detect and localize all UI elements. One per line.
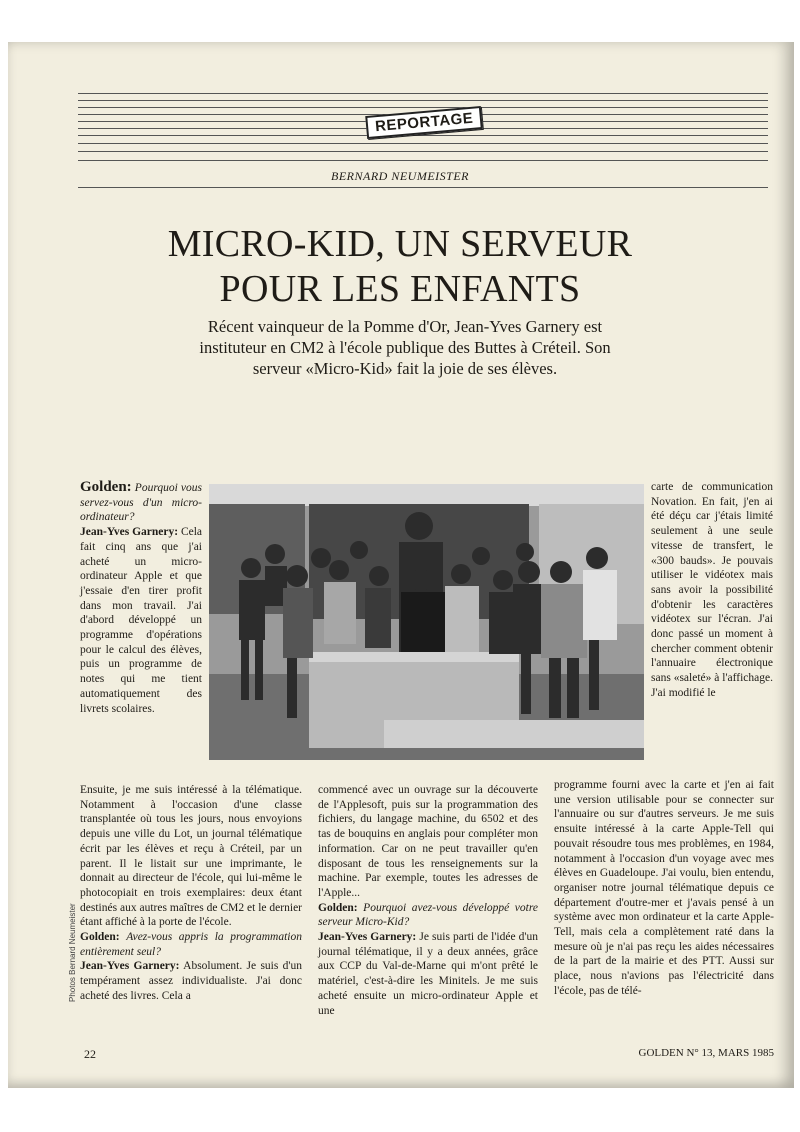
headline-line-2: POUR LES ENFANTS <box>219 268 581 310</box>
header-rule <box>78 135 768 136</box>
question-3: Pourquoi avez-vous développé votre serveur Micro-Kid? <box>318 901 538 929</box>
issue-footer: GOLDEN N° 13, MARS 1985 <box>638 1047 774 1059</box>
header-rule <box>78 160 768 161</box>
paragraph: carte de communication Novation. En fait, j'en ai été déçu car j'étais limité seulement à une seule vitesse de transfert, le «300 bauds». Je pouvais utiliser le vidéotex mais sans avoir la possibilité d'obtenir les caractères vidéotex sur l'écran. J'ai donc passé un moment à chercher comment obtenir l'annuaire électronique sans «saleté» à l'affichage. J'ai modifié le <box>651 481 773 699</box>
headline-line-1: MICRO-KID, UN SERVEUR <box>167 223 633 265</box>
speaker-label: Jean-Yves Garnery: <box>318 931 417 944</box>
header-rule <box>78 107 768 108</box>
paragraph: commencé avec un ouvrage sur la découverte de l'Applesoft, puis sur la programmation des fichiers, du langage machine, du 6502 et des tas de bouquins en anglais pour compléter mon information. Car on ne peut travailler qu'en disposant de tous les renseignements sur la machine. Par exemple, toutes les adresses de l'Apple... <box>318 784 538 899</box>
header-rule <box>78 143 768 144</box>
class-photo-image <box>209 484 644 760</box>
answer-1: Cela fait cinq ans que j'ai acheté un micro-ordinateur Apple et que j'essaie d'en tirer profit dans mon travail. J'ai d'abord développé un programme d'opérations pour le calcul des élèves, puis un programme de notes qui me tient automatiquement des livrets scolaires. <box>80 526 203 715</box>
paragraph: programme fourni avec la carte et j'en ai fait une version utilisable pour se connecter sur l'annuaire ou sur d'autres serveurs. Je me suis ensuite intéressé à la carte Apple-Tell qui pouvait résoudre tous mes problèmes, en 1984, notamment à l'occasion d'un voyage avec mes élèves en Guadeloupe. J'ai voulu, bien entendu, organiser notre journal télématique depuis ce département d'outre-mer et j'avais pensé à un système avec mon ordinateur et la carte Apple-Tell, mais cela a complètement raté dans la mesure où je n'ai pas reçu les aides nécessaires de la part de la mairie et des PTT. Aussi sur place, nous n'avions pas l'électricité dans l'école, pas de télé- <box>554 779 774 997</box>
column-2 <box>318 783 538 1018</box>
standfirst: Récent vainqueur de la Pomme d'Or, Jean-Yves Garnery est instituteur en CM2 à l'école publique des Buttes à Créteil. Son serveur «Micro-Kid» fait la joie de ses élèves. <box>199 317 611 378</box>
class-photo <box>209 484 644 760</box>
question-1: Pourquoi vous servez-vous d'un micro-ordinateur? <box>80 482 202 524</box>
page-number: 22 <box>84 1047 96 1061</box>
question-2: Avez-vous appris la programmation entièrement seul? <box>80 931 303 958</box>
header-rule <box>78 151 768 152</box>
interviewer-label: Golden: <box>80 479 132 495</box>
answer-3: Je suis parti de l'idée d'un journal télématique, il y a deux années, grâce aux CCP du Val-de-Marne qui m'ont prêté le matériel, c'est-à-dire les Minitels. Je me suis acheté ensuite un micro-ordinateur Apple et une <box>318 931 538 1017</box>
column-left-top <box>80 480 202 716</box>
interviewer-label: Golden: <box>318 901 358 914</box>
column-right-top <box>651 480 773 701</box>
speaker-label: Jean-Yves Garnery: <box>80 960 180 973</box>
header-rule <box>78 187 768 188</box>
headline <box>0 222 800 312</box>
header-rule <box>78 93 768 94</box>
speaker-label: Jean-Yves Garnery: <box>80 526 179 539</box>
photo-credit: Photos Bernard Neumeister <box>68 903 77 1002</box>
column-3 <box>554 778 774 999</box>
section-badge: REPORTAGE <box>365 106 483 139</box>
header-rule <box>78 100 768 101</box>
interviewer-label: Golden: <box>80 931 120 944</box>
paragraph: Ensuite, je me suis intéressé à la télématique. Notamment à l'occasion d'une classe transplantée où tous les jours, nous envoyions depuis une ville du Lot, un journal télématique écrit par les élèves et reçu à Créteil, par un parent. Il le listait sur une imprimante, le donnait au directeur de l'école, qui lui-même le photocopiait en trois exemplaires: deux étant destinés aux autres maîtres de CM2 et le dernier étant affiché à la porte de l'école. <box>80 784 302 929</box>
answer-2: Absolument. Je suis d'un tempérament assez individualiste. J'ai donc acheté des livres. Cela a <box>80 960 302 1002</box>
author-byline: BERNARD NEUMEISTER <box>331 169 469 183</box>
column-1 <box>80 783 302 1004</box>
